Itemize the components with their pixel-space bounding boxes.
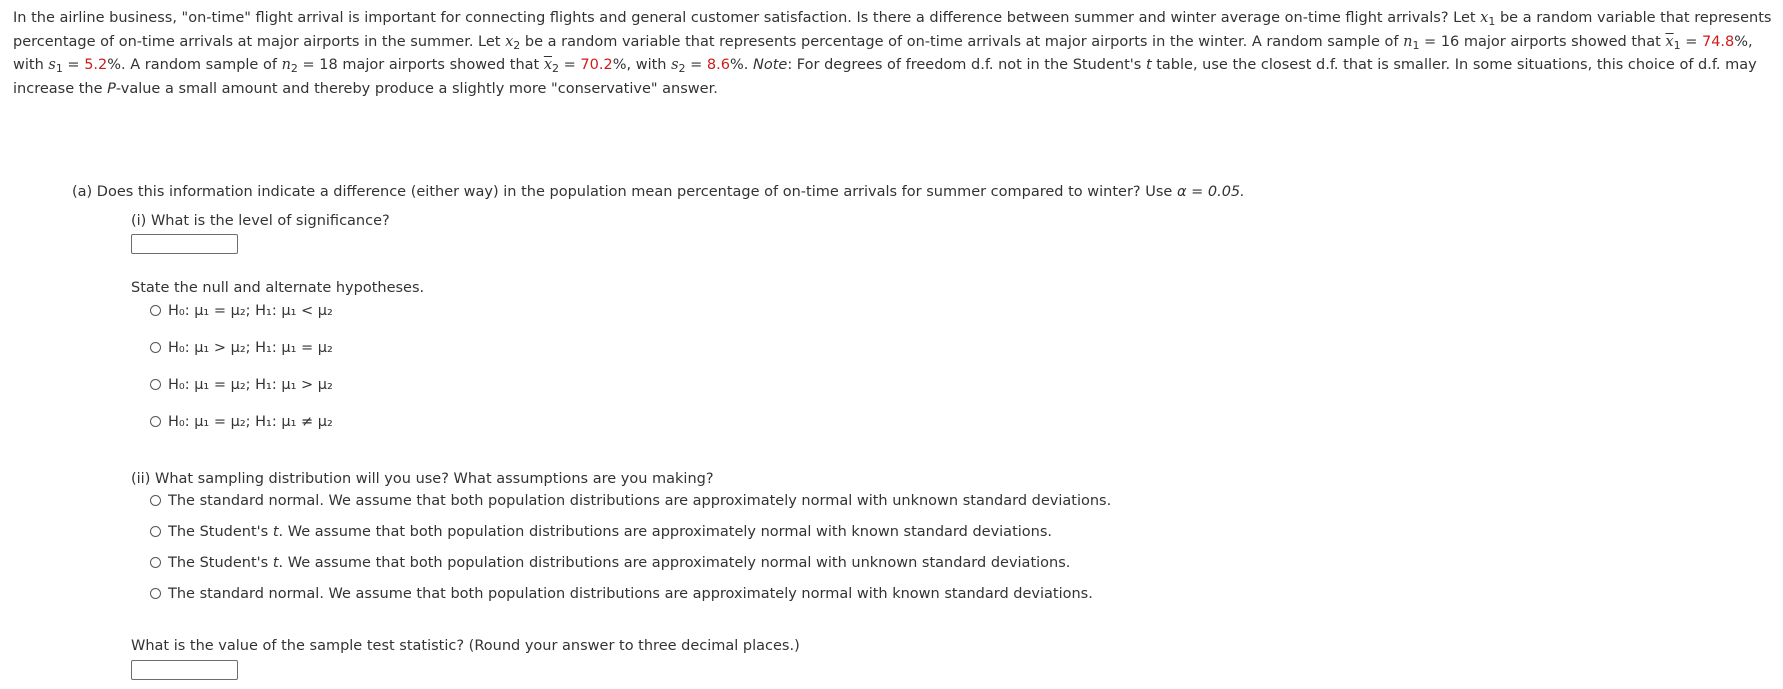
distribution-question: (ii) What sampling distribution will you use? What assumptions are you making? bbox=[131, 471, 714, 487]
radio-button[interactable] bbox=[150, 495, 161, 506]
xbar1-value: 74.8 bbox=[1701, 33, 1735, 50]
distribution-option-1[interactable]: The standard normal. We assume that both population distributions are approximately normal with unknown standard deviations. bbox=[150, 493, 1111, 509]
radio-button[interactable] bbox=[150, 588, 161, 599]
radio-button[interactable] bbox=[150, 342, 161, 353]
radio-button[interactable] bbox=[150, 416, 161, 427]
hypothesis-option-2[interactable]: H₀: μ₁ > μ₂; H₁: μ₁ = μ₂ bbox=[150, 340, 333, 356]
hypotheses-prompt: State the null and alternate hypotheses. bbox=[131, 280, 425, 296]
test-statistic-input[interactable] bbox=[131, 660, 238, 680]
radio-button[interactable] bbox=[150, 305, 161, 316]
test-statistic-question: What is the value of the sample test statistic? (Round your answer to three decimal places.) bbox=[131, 638, 800, 654]
radio-button[interactable] bbox=[150, 557, 161, 568]
radio-button[interactable] bbox=[150, 379, 161, 390]
radio-button[interactable] bbox=[150, 526, 161, 537]
s2-value: 8.6 bbox=[706, 57, 730, 73]
significance-question: (i) What is the level of significance? bbox=[131, 213, 390, 229]
significance-input[interactable] bbox=[131, 234, 238, 254]
hypothesis-option-4[interactable]: H₀: μ₁ = μ₂; H₁: μ₁ ≠ μ₂ bbox=[150, 414, 333, 430]
distribution-option-4[interactable]: The standard normal. We assume that both population distributions are approximately normal with known standard deviations. bbox=[150, 586, 1093, 602]
s1-value: 5.2 bbox=[84, 57, 108, 73]
xbar2-value: 70.2 bbox=[580, 57, 613, 73]
hypothesis-option-3[interactable]: H₀: μ₁ = μ₂; H₁: μ₁ > μ₂ bbox=[150, 377, 333, 393]
problem-statement: In the airline business, "on-time" flight arrival is important for connecting flights and general customer satisfaction. Is there a difference between summer and winter average on-time flight arrivals? Let $x_1$ be a random variable that represents percentage of on-time arrivals at major airports in the summer. Let $x_2$ be a random variable that represents percentage of on-time arrivals at major airports in the winter. A random sample of $n_1 = 16$ major airports showed that $\overline{x}_1 = 74.8\%$, with $s_1 = 5.2\%$. A random sample of $n_2 = 18$ major airports showed that $\overline{x}_2 = 70.2\%$, with $s_2 = 8.6\%$. Note: For degrees of freedom d.f. not in the Student's t table, use the closest d.f. that is smaller. In some situations, this choice of d.f. may increase the P-value a small amount and thereby produce a slightly more "conservative" answer. bbox=[13, 10, 1772, 97]
hypothesis-option-1[interactable]: H₀: μ₁ = μ₂; H₁: μ₁ < μ₂ bbox=[150, 303, 333, 319]
part-a-question: (a) Does this information indicate a difference (either way) in the population mean percentage of on-time arrivals for summer compared to winter? Use α = 0.05. bbox=[72, 184, 1245, 200]
distribution-option-2[interactable]: The Student's t. We assume that both population distributions are approximately normal with known standard deviations. bbox=[150, 524, 1052, 540]
distribution-option-3[interactable]: The Student's t. We assume that both population distributions are approximately normal with unknown standard deviations. bbox=[150, 555, 1070, 571]
